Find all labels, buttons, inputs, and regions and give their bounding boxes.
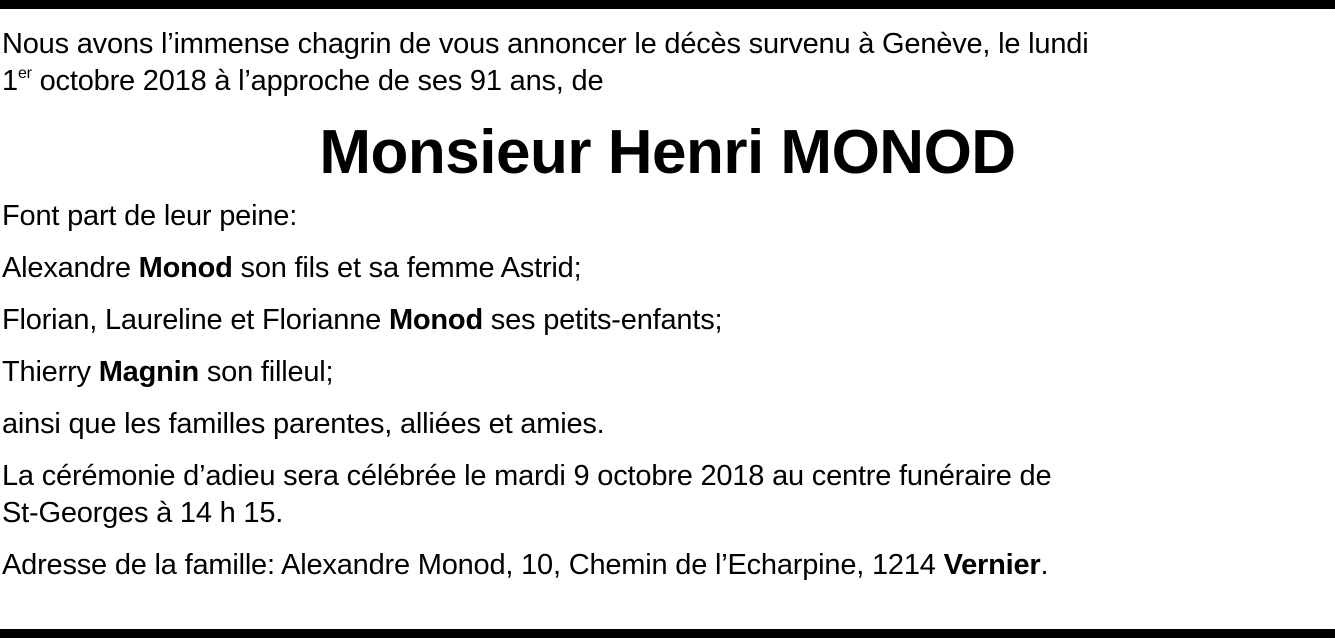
family-member-relation: son fils et sa femme Astrid; — [232, 252, 582, 284]
address-text: Adresse de la famille: Alexandre Monod, 10, Chemin de l’Echarpine, 1214 — [2, 549, 944, 581]
deceased-name: Monsieur Henri MONOD — [319, 118, 1016, 187]
ceremony-paragraph — [2, 458, 1333, 532]
family-member-relation: son filleul; — [198, 356, 334, 388]
family-member-relation: ses petits-enfants; — [482, 304, 723, 336]
family-member-surname: Magnin — [98, 356, 199, 388]
announce-line: Font part de leur peine: — [2, 200, 298, 232]
ceremony-line-1: La cérémonie d’adieu sera célébrée le mardi 9 octobre 2018 au centre funéraire de — [2, 460, 1052, 492]
relatives-line: ainsi que les familles parentes, alliées et amies. — [2, 408, 605, 440]
family-member-line — [2, 250, 1333, 287]
address-line — [2, 547, 1333, 584]
family-member-first-name: Alexandre — [2, 252, 139, 284]
address-end: . — [1040, 549, 1049, 581]
intro-paragraph — [2, 26, 1333, 100]
family-member-line — [2, 302, 1333, 339]
address-city: Vernier — [943, 549, 1041, 581]
family-member-surname: Monod — [138, 252, 233, 284]
death-notice — [2, 26, 1333, 599]
family-member-first-name: Thierry — [2, 356, 99, 388]
top-border-rule — [0, 0, 1335, 9]
bottom-border-rule — [0, 629, 1335, 638]
family-member-first-name: Florian, Laureline et Florianne — [2, 304, 389, 336]
ceremony-line-2: St-Georges à 14 h 15. — [2, 497, 284, 529]
intro-date-ordinal: er — [17, 65, 32, 82]
intro-line-2: octobre 2018 à l’approche de ses 91 ans, de — [31, 65, 604, 97]
intro-date-day: 1 — [2, 65, 18, 97]
intro-line-1: Nous avons l’immense chagrin de vous annoncer le décès survenu à Genève, le lundi — [2, 28, 1089, 60]
family-member-line — [2, 354, 1333, 391]
family-member-surname: Monod — [388, 304, 483, 336]
